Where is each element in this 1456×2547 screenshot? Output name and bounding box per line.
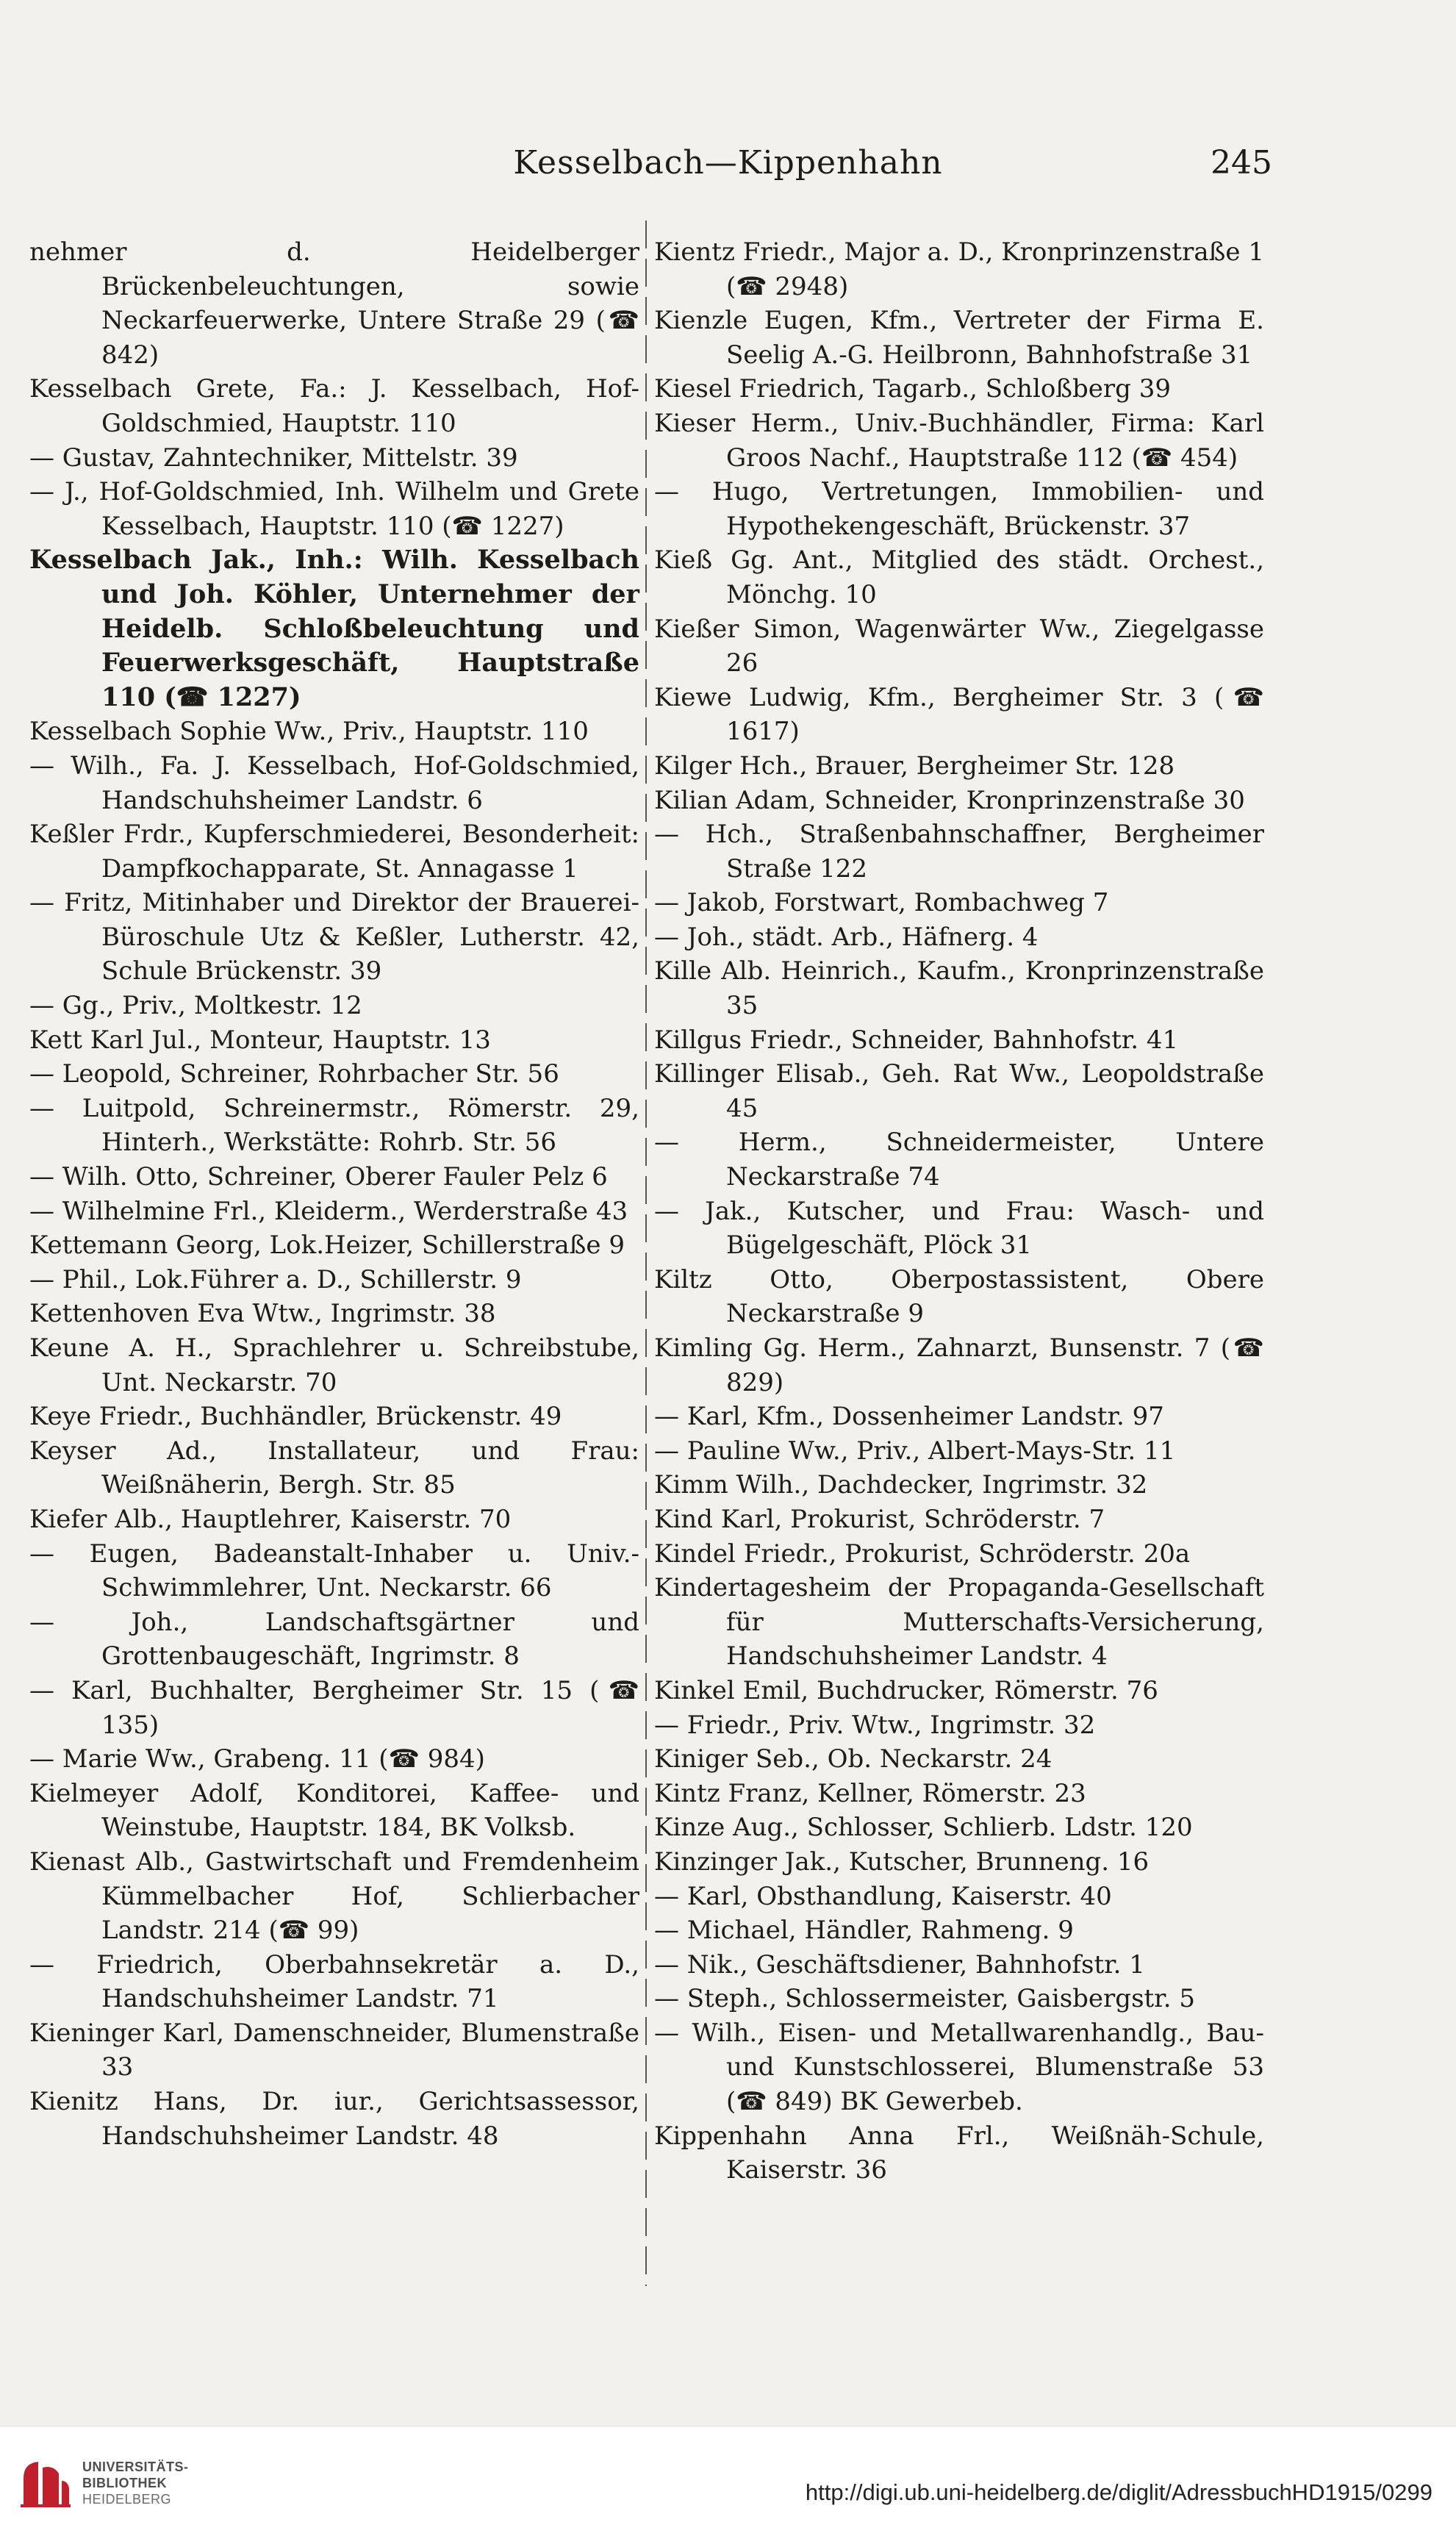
directory-entry: Kießer Simon, Wagenwärter Ww., Ziegelgasse 26 [654,614,1264,678]
directory-entry: Kesselbach Grete, Fa.: J. Kesselbach, Hof-Goldschmied, Hauptstr. 110 [29,374,639,438]
directory-entry: — Karl, Buchhalter, Bergheimer Str. 15 (☎ 135) [29,1675,639,1740]
directory-entry: Kippenhahn Anna Frl., Weißnäh-Schule, Kaiserstr. 36 [654,2121,1264,2185]
directory-entry: Kienzle Eugen, Kfm., Vertreter der Firma E. Seelig A.-G. Heilbronn, Bahnhofstraße 31 [654,306,1264,370]
directory-entry: — Friedrich, Oberbahnsekretär a. D., Handschuhsheimer Landstr. 71 [29,1949,639,2014]
directory-entry: Kiefer Alb., Hauptlehrer, Kaiserstr. 70 [29,1504,512,1534]
directory-entry: — Michael, Händler, Rahmeng. 9 [654,1916,1074,1946]
directory-entry: Kindertagesheim der Propaganda-Gesellschaft für Mutterschafts-Versicherung, Handschuhsheimer Landstr. 4 [654,1573,1264,1672]
directory-entry: — Eugen, Badeanstalt-Inhaber u. Univ.-Schwimmlehrer, Unt. Neckarstr. 66 [29,1538,639,1603]
directory-entry: Kieß Gg. Ant., Mitglied des städt. Orchest., Mönchg. 10 [654,545,1264,609]
directory-entry: Kinkel Emil, Buchdrucker, Römerstr. 76 [654,1675,1158,1705]
directory-entry: — Gg., Priv., Moltkestr. 12 [29,991,362,1021]
directory-entry: Kintz Franz, Kellner, Römerstr. 23 [654,1778,1086,1808]
directory-entry: — Hugo, Vertretungen, Immobilien- und Hypothekengeschäft, Brückenstr. 37 [654,477,1264,541]
directory-entry: — Karl, Kfm., Dossenheimer Landstr. 97 [654,1402,1164,1432]
library-logo-text [82,2459,189,2507]
directory-entry: — Joh., Landschaftsgärtner und Grottenbaugeschäft, Ingrimstr. 8 [29,1607,639,1672]
logo-line-3: HEIDELBERG [82,2492,172,2507]
directory-entry: Kiewe Ludwig, Kfm., Bergheimer Str. 3 (☎ 1617) [654,682,1264,747]
left-column [29,235,639,2153]
directory-entry: — Wilh. Otto, Schreiner, Oberer Fauler Pelz 6 [29,1162,608,1192]
directory-entry: Kieninger Karl, Damenschneider, Blumenstraße 33 [29,2018,639,2082]
directory-entry: Kind Karl, Prokurist, Schröderstr. 7 [654,1504,1105,1534]
directory-entry: Kieser Herm., Univ.-Buchhändler, Firma: Karl Groos Nachf., Hauptstraße 112 (☎ 454) [654,408,1264,473]
directory-entry: Kiesel Friedrich, Tagarb., Schloßberg 39 [654,374,1171,404]
directory-entry: — Pauline Ww., Priv., Albert-Mays-Str. 11 [654,1436,1176,1466]
directory-entry: Kilger Hch., Brauer, Bergheimer Str. 128 [654,751,1175,781]
directory-entry: Kesselbach Jak., Inh.: Wilh. Kesselbach und Joh. Köhler, Unternehmer der Heidelb. Schloßbeleuchtung und Feuerwerksgeschäft, Hauptstraße 110 (☎ 1227) [29,545,639,712]
directory-entry: — Luitpold, Schreinermstr., Römerstr. 29, Hinterh., Werkstätte: Rohrb. Str. 56 [29,1093,639,1158]
directory-entry: — Wilhelmine Frl., Kleiderm., Werderstraße 43 [29,1196,628,1226]
directory-entry: Kindel Friedr., Prokurist, Schröderstr. 20a [654,1538,1191,1569]
directory-entry: — Nik., Geschäftsdiener, Bahnhofstr. 1 [654,1949,1145,1980]
directory-entry: — Friedr., Priv. Wtw., Ingrimstr. 32 [654,1710,1096,1740]
directory-entry: Killinger Elisab., Geh. Rat Ww., Leopoldstraße 45 [654,1059,1264,1123]
directory-entry: Kimling Gg. Herm., Zahnarzt, Bunsenstr. 7 (☎ 829) [654,1333,1264,1397]
directory-entry: Kesselbach Sophie Ww., Priv., Hauptstr. 110 [29,717,589,747]
footer-bar [0,2426,1456,2547]
directory-entry: — Herm., Schneidermeister, Untere Neckarstraße 74 [654,1128,1264,1192]
directory-entry: — Fritz, Mitinhaber und Direktor der Brauerei-Büroschule Utz & Keßler, Lutherstr. 42, Schule Brückenstr. 39 [29,888,639,986]
directory-entry: Kienitz Hans, Dr. iur., Gerichtsassessor, Handschuhsheimer Landstr. 48 [29,2087,639,2151]
directory-entry: Kilian Adam, Schneider, Kronprinzenstraße 30 [654,785,1245,815]
directory-entry: Keßler Frdr., Kupferschmiederei, Besonderheit: Dampfkochapparate, St. Annagasse 1 [29,820,639,884]
directory-entry: Kettemann Georg, Lok.Heizer, Schillerstraße 9 [29,1230,625,1261]
directory-entry: — Hch., Straßenbahnschaffner, Bergheimer Straße 122 [654,820,1264,884]
university-library-logo-icon [18,2456,72,2510]
logo-line-1: UNIVERSITÄTS- [82,2460,189,2474]
directory-entry: Kett Karl Jul., Monteur, Hauptstr. 13 [29,1025,491,1055]
directory-entry: — Phil., Lok.Führer a. D., Schillerstr. 9 [29,1264,522,1294]
running-head: Kesselbach—Kippenhahn [513,144,943,182]
column-divider [645,221,647,2286]
directory-entry: — Jakob, Forstwart, Rombachweg 7 [654,888,1109,918]
directory-entry: Kinzinger Jak., Kutscher, Brunneng. 16 [654,1846,1150,1877]
directory-entry: Keune A. H., Sprachlehrer u. Schreibstube, Unt. Neckarstr. 70 [29,1333,639,1397]
page-number: 245 [1211,144,1272,182]
directory-entry: Kettenhoven Eva Wtw., Ingrimstr. 38 [29,1299,496,1329]
directory-entry: Keyser Ad., Installateur, und Frau: Weißnäherin, Bergh. Str. 85 [29,1436,639,1500]
directory-entry: Kientz Friedr., Major a. D., Kronprinzenstraße 1 (☎ 2948) [654,237,1264,301]
source-url-link[interactable]: http://digi.ub.uni-heidelberg.de/diglit/AdressbuchHD1915/0299 [805,2479,1432,2505]
directory-entry: Kielmeyer Adolf, Konditorei, Kaffee- und Weinstube, Hauptstr. 184, BK Volksb. [29,1778,639,1843]
directory-entry: — Marie Ww., Grabeng. 11 (☎ 984) [29,1744,485,1774]
directory-entry: — Wilh., Eisen- und Metallwarenhandlg., Bau- und Kunstschlosserei, Blumenstraße 53 (☎ 849) BK Gewerbeb. [654,2018,1264,2117]
directory-entry: — Steph., Schlossermeister, Gaisbergstr. 5 [654,1984,1195,2014]
directory-entry: — J., Hof-Goldschmied, Inh. Wilhelm und Grete Kesselbach, Hauptstr. 110 (☎ 1227) [29,477,639,541]
directory-entry: Killgus Friedr., Schneider, Bahnhofstr. 41 [654,1025,1179,1055]
directory-entry: Kiltz Otto, Oberpostassistent, Obere Neckarstraße 9 [654,1264,1264,1329]
directory-entry: Kiniger Seb., Ob. Neckarstr. 24 [654,1744,1052,1774]
directory-entry: nehmer d. Heidelberger Brückenbeleuchtungen, sowie Neckarfeuerwerke, Untere Straße 29 (☎ 842) [29,237,639,370]
directory-entry: Keye Friedr., Buchhändler, Brückenstr. 49 [29,1402,562,1432]
directory-entry: Kimm Wilh., Dachdecker, Ingrimstr. 32 [654,1470,1148,1500]
directory-entry: Kille Alb. Heinrich., Kaufm., Kronprinzenstraße 35 [654,956,1264,1021]
directory-entry: — Jak., Kutscher, und Frau: Wasch- und Bügelgeschäft, Plöck 31 [654,1196,1264,1261]
directory-entry: — Wilh., Fa. J. Kesselbach, Hof-Goldschmied, Handschuhsheimer Landstr. 6 [29,751,639,815]
directory-entry: — Gustav, Zahntechniker, Mittelstr. 39 [29,443,518,473]
directory-entry: — Karl, Obsthandlung, Kaiserstr. 40 [654,1881,1112,1911]
directory-entry: — Joh., städt. Arb., Häfnerg. 4 [654,922,1039,952]
logo-line-2: BIBLIOTHEK [82,2476,167,2490]
directory-entry: Kienast Alb., Gastwirtschaft und Fremdenheim Kümmelbacher Hof, Schlierbacher Landstr. 214 (☎ 99) [29,1846,639,1946]
directory-entry: Kinze Aug., Schlosser, Schlierb. Ldstr. 120 [654,1813,1193,1843]
right-column [654,235,1264,2188]
directory-entry: — Leopold, Schreiner, Rohrbacher Str. 56 [29,1059,559,1089]
